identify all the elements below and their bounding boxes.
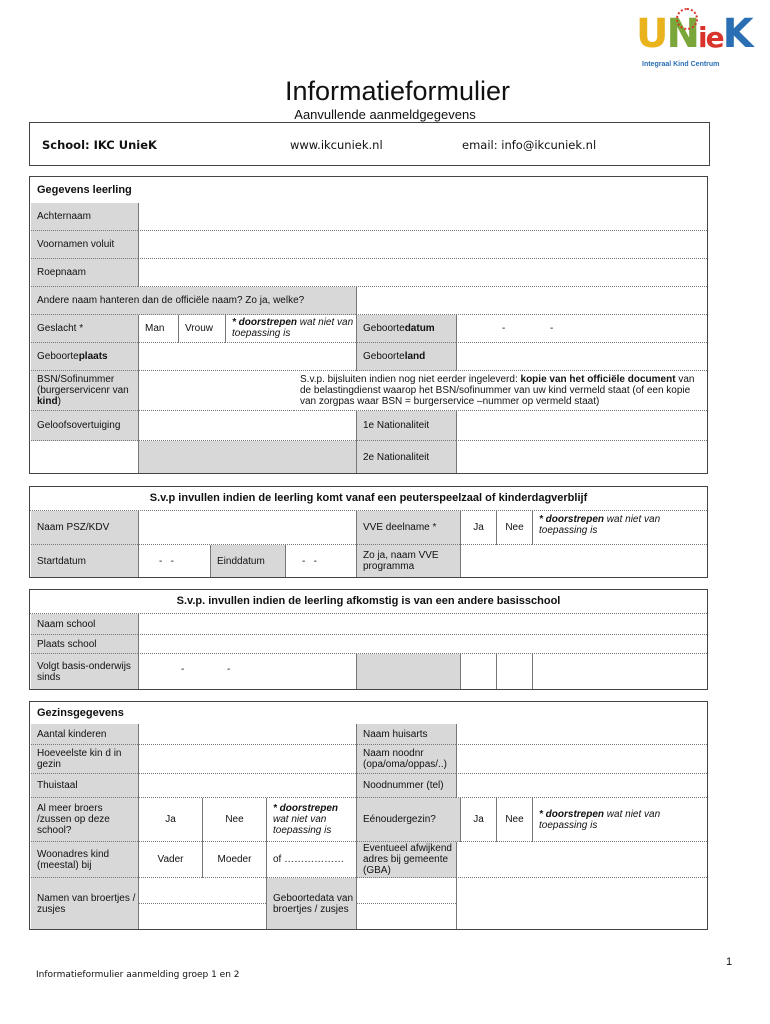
section-peuterspeelzaal bbox=[29, 486, 708, 578]
note-doorstrepen: * doorstrepen wat niet van toepassing is bbox=[266, 798, 356, 842]
input-geboortedata-2[interactable] bbox=[356, 904, 456, 929]
label-vve-deelname: VVE deelname * bbox=[356, 511, 460, 545]
label-andere-naam: Andere naam hanteren dan de officiële naam? Zo ja, welke? bbox=[31, 287, 356, 315]
label-namen-broertjes: Namen van broertjes / zusjes bbox=[31, 878, 138, 929]
label-geboorteland: Geboorte land bbox=[356, 343, 456, 371]
label-startdatum: Startdatum bbox=[31, 545, 138, 577]
label-plaats-school: Plaats school bbox=[31, 635, 138, 654]
input-einddatum[interactable]: - - bbox=[285, 545, 356, 577]
input-nationaliteit-2[interactable] bbox=[456, 441, 707, 473]
option-nee[interactable]: Nee bbox=[496, 511, 532, 545]
label-noodnummer: Noodnummer (tel) bbox=[356, 774, 456, 798]
input-geloof[interactable] bbox=[138, 411, 356, 441]
input-naam-psz[interactable] bbox=[138, 511, 356, 545]
school-name: School: IKC UnieK bbox=[42, 138, 157, 152]
label-voornamen: Voornamen voluit bbox=[31, 231, 138, 259]
option-vader[interactable]: Vader bbox=[138, 842, 202, 878]
input-namen-broertjes-1[interactable] bbox=[138, 878, 266, 904]
empty-cell bbox=[496, 654, 532, 689]
note-doorstrepen: * doorstrepen wat niet van toepassing is bbox=[532, 798, 707, 842]
logo-dots-icon bbox=[676, 8, 698, 30]
label-nationaliteit-1: 1e Nationaliteit bbox=[356, 411, 456, 441]
section-heading: Gegevens leerling bbox=[37, 184, 707, 196]
option-ja[interactable]: Ja bbox=[460, 511, 496, 545]
label-volgt-onderwijs: Volgt basis-onderwijs sinds bbox=[31, 654, 138, 689]
input-nationaliteit-1[interactable] bbox=[456, 411, 707, 441]
option-moeder[interactable]: Moeder bbox=[202, 842, 266, 878]
input-bsn[interactable] bbox=[138, 371, 294, 411]
section-heading: S.v.p. invullen indien de leerling afkomstig is van een andere basisschool bbox=[30, 590, 707, 614]
label-nationaliteit-2: 2e Nationaliteit bbox=[356, 441, 456, 473]
input-naam-school[interactable] bbox=[138, 614, 707, 635]
input-geboortedatum[interactable]: - - bbox=[456, 315, 707, 343]
input-noodnummer[interactable] bbox=[456, 774, 707, 798]
label-broers-zussen: Al meer broers /zussen op deze school? bbox=[31, 798, 138, 842]
input-geboorteland[interactable] bbox=[456, 343, 707, 371]
input-geboorteplaats[interactable] bbox=[138, 343, 356, 371]
label-geboortedatum: Geboorte datum bbox=[356, 315, 456, 343]
input-afwijkend-adres[interactable] bbox=[456, 842, 707, 878]
label-geloof: Geloofsovertuiging bbox=[31, 411, 138, 441]
empty-cell bbox=[356, 654, 460, 689]
input-achternaam[interactable] bbox=[138, 203, 707, 231]
label-huisarts: Naam huisarts bbox=[356, 724, 456, 745]
label-achternaam: Achternaam bbox=[31, 203, 138, 231]
ikc-uniek-logo bbox=[636, 8, 752, 74]
input-noodnr-naam[interactable] bbox=[456, 745, 707, 774]
empty-cell bbox=[532, 654, 707, 689]
label-afwijkend-adres: Eventueel afwijkend adres bij gemeente (GBA) bbox=[356, 842, 456, 878]
input-plaats-school[interactable] bbox=[138, 635, 707, 654]
empty-cell bbox=[31, 441, 138, 473]
label-woonadres: Woonadres kind (meestal) bij bbox=[31, 842, 138, 878]
section-leerling bbox=[29, 176, 708, 474]
input-hoeveelste-kind[interactable] bbox=[138, 745, 356, 774]
option-of[interactable]: of ……………… bbox=[266, 842, 356, 878]
empty-cell bbox=[460, 654, 496, 689]
option-ja[interactable]: Ja bbox=[460, 798, 496, 842]
option-ja[interactable]: Ja bbox=[138, 798, 202, 842]
page-subtitle: Aanvullende aanmeldgegevens bbox=[294, 107, 476, 122]
label-einddatum: Einddatum bbox=[210, 545, 285, 577]
label-noodnr-naam: Naam noodnr (opa/oma/oppas/..) bbox=[356, 745, 456, 774]
input-startdatum[interactable]: - - bbox=[138, 545, 210, 577]
empty-cell bbox=[138, 441, 356, 473]
label-vve-programma: Zo ja, naam VVE programma bbox=[356, 545, 460, 577]
input-roepnaam[interactable] bbox=[138, 259, 707, 287]
option-nee[interactable]: Nee bbox=[202, 798, 266, 842]
note-doorstrepen: * doorstrepen wat niet van toepassing is bbox=[225, 315, 356, 343]
option-man[interactable]: Man bbox=[138, 315, 178, 343]
section-gezin bbox=[29, 701, 708, 930]
label-geslacht: Geslacht * bbox=[31, 315, 138, 343]
label-naam-psz: Naam PSZ/KDV bbox=[31, 511, 138, 545]
label-eenoudergezin: Eénoudergezin? bbox=[356, 798, 460, 842]
label-aantal-kinderen: Aantal kinderen bbox=[31, 724, 138, 745]
label-thuistaal: Thuistaal bbox=[31, 774, 138, 798]
empty-cell bbox=[456, 878, 707, 929]
logo-wordmark: UNieK bbox=[636, 11, 752, 57]
input-huisarts[interactable] bbox=[456, 724, 707, 745]
label-bsn: BSN/Sofinummer (burgerservicenr van kind) bbox=[31, 371, 138, 411]
logo-subtitle: Integraal Kind Centrum bbox=[642, 61, 720, 68]
section-heading: Gezinsgegevens bbox=[37, 707, 707, 719]
label-naam-school: Naam school bbox=[31, 614, 138, 635]
note-bsn: S.v.p. bijsluiten indien nog niet eerder ingeleverd: kopie van het officiële document van de belastingdienst waarop het BSN/sofinummer van uw kind vermeld staat (of een kopie van zorgpas waar BSN = burgerservice –nummer op vermeld staat) bbox=[294, 371, 707, 411]
section-heading: S.v.p invullen indien de leerling komt vanaf een peuterspeelzaal of kinderdagverblijf bbox=[30, 487, 707, 511]
label-roepnaam: Roepnaam bbox=[31, 259, 138, 287]
input-voornamen[interactable] bbox=[138, 231, 707, 259]
input-vve-programma[interactable] bbox=[460, 545, 707, 577]
footer-text: Informatieformulier aanmelding groep 1 en 2 bbox=[36, 970, 240, 980]
school-website: www.ikcuniek.nl bbox=[290, 138, 383, 152]
input-aantal-kinderen[interactable] bbox=[138, 724, 356, 745]
page-title: Informatieformulier bbox=[284, 76, 511, 106]
input-geboortedata-1[interactable] bbox=[356, 878, 456, 904]
input-thuistaal[interactable] bbox=[138, 774, 356, 798]
label-geboorteplaats: Geboorte plaats bbox=[31, 343, 138, 371]
option-vrouw[interactable]: Vrouw bbox=[178, 315, 225, 343]
school-info-box bbox=[29, 122, 710, 166]
input-namen-broertjes-2[interactable] bbox=[138, 904, 266, 929]
option-nee[interactable]: Nee bbox=[496, 798, 532, 842]
note-doorstrepen: * doorstrepen wat niet van toepassing is bbox=[532, 511, 707, 545]
page-number: 1 bbox=[726, 956, 733, 968]
input-volgt-onderwijs[interactable]: - - bbox=[138, 654, 356, 689]
label-hoeveelste-kind: Hoeveelste kin d in gezin bbox=[31, 745, 138, 774]
input-andere-naam[interactable] bbox=[356, 287, 707, 315]
label-geboortedata: Geboortedata van broertjes / zusjes bbox=[266, 878, 356, 929]
section-basisschool bbox=[29, 589, 708, 690]
school-email: email: info@ikcuniek.nl bbox=[462, 138, 597, 152]
